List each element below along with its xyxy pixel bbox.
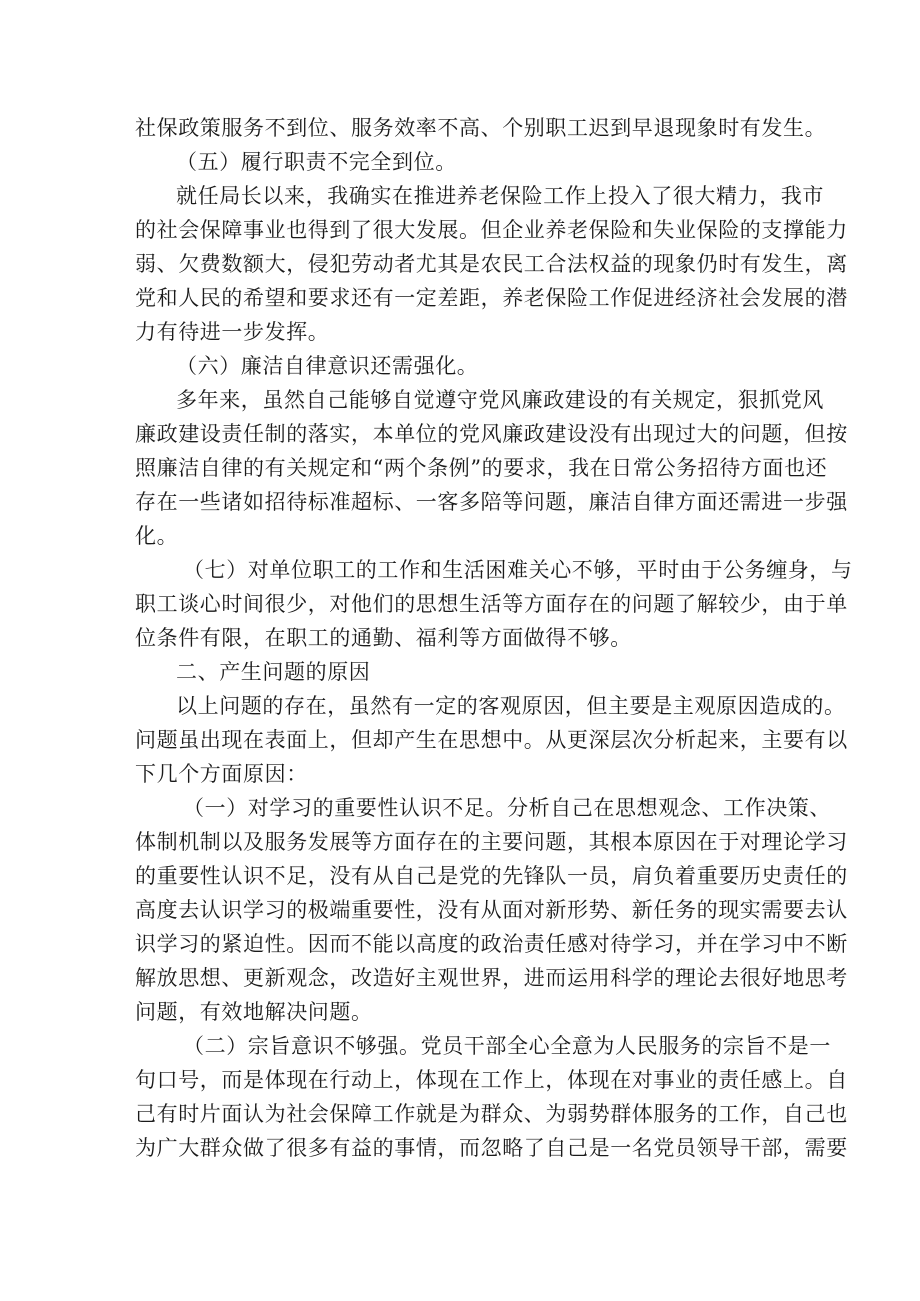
text-line: 存在一些诸如招待标准超标、一客多陪等问题，廉洁自律方面还需进一步强 [135,490,848,514]
text-line: 位条件有限，在职工的通勤、福利等方面做得不够。 [135,626,632,650]
text-line: 党和人民的希望和要求还有一定差距，养老保险工作促进经济社会发展的潜 [135,286,848,310]
text-line: 的重要性认识不足，没有从自己是党的先锋队一员，肩负着重要历史责任的 [135,864,848,888]
text-line: 问题，有效地解决问题。 [135,1000,373,1024]
text-line: 职工谈心时间很少，对他们的思想生活等方面存在的问题了解较少，由于单 [135,592,848,616]
section-heading: 二、产生问题的原因 [176,660,371,684]
text-line: 下几个方面原因： [135,762,308,786]
section-heading: （一）对学习的重要性认识不足。分析自己在思想观念、工作决策、 [183,796,831,820]
text-line: 以上问题的存在，虽然有一定的客观原因，但主要是主观原因造成的。 [176,694,846,718]
text-line: 照廉洁自律的有关规定和“两个条例”的要求，我在日常公务招待方面也还 [135,456,828,480]
text-line: 句口号，而是体现在行动上，体现在工作上，体现在对事业的责任感上。自 [135,1068,848,1092]
text-line: 力有待进一步发挥。 [135,320,330,344]
text-line: 体制机制以及服务发展等方面存在的主要问题，其根本原因在于对理论学习 [135,830,848,854]
text-line: 高度去认识学习的极端重要性，没有从面对新形势、新任务的现实需要去认 [135,898,848,922]
text-line: 己有时片面认为社会保障工作就是为群众、为弱势群体服务的工作，自己也 [135,1102,848,1126]
text-line: 廉政建设责任制的落实，本单位的党风廉政建设没有出现过大的问题，但按 [135,422,848,446]
text-line: 识学习的紧迫性。因而不能以高度的政治责任感对待学习，并在学习中不断 [135,932,848,956]
text-line: 多年来，虽然自己能够自觉遵守党风廉政建设的有关规定，狠抓党风 [176,388,824,412]
text-line: 解放思想、更新观念，改造好主观世界，进而运用科学的理论去很好地思考 [135,966,848,990]
section-heading: （六）廉洁自律意识还需强化。 [176,354,479,378]
section-heading: （五）履行职责不完全到位。 [176,150,457,174]
text-line: 问题虽出现在表面上，但却产生在思想中。从更深层次分析起来，主要有以 [135,728,848,752]
text-line: 为广大群众做了很多有益的事情，而忽略了自己是一名党员领导干部，需要 [135,1136,848,1160]
text-line: 就任局长以来，我确实在推进养老保险工作上投入了很大精力，我市 [176,184,824,208]
text-line: 社保政策服务不到位、服务效率不高、个别职工迟到早退现象时有发生。 [135,116,827,140]
text-line: 弱、欠费数额大，侵犯劳动者尤其是农民工合法权益的现象仍时有发生，离 [135,252,848,276]
section-heading: （二）宗旨意识不够强。党员干部全心全意为人民服务的宗旨不是一 [183,1034,831,1058]
text-line: 化。 [135,524,179,548]
text-line: 的社会保障事业也得到了很大发展。但企业养老保险和失业保险的支撑能力 [135,218,848,242]
section-heading: （七）对单位职工的工作和生活困难关心不够，平时由于公务缠身，与 [183,558,853,582]
